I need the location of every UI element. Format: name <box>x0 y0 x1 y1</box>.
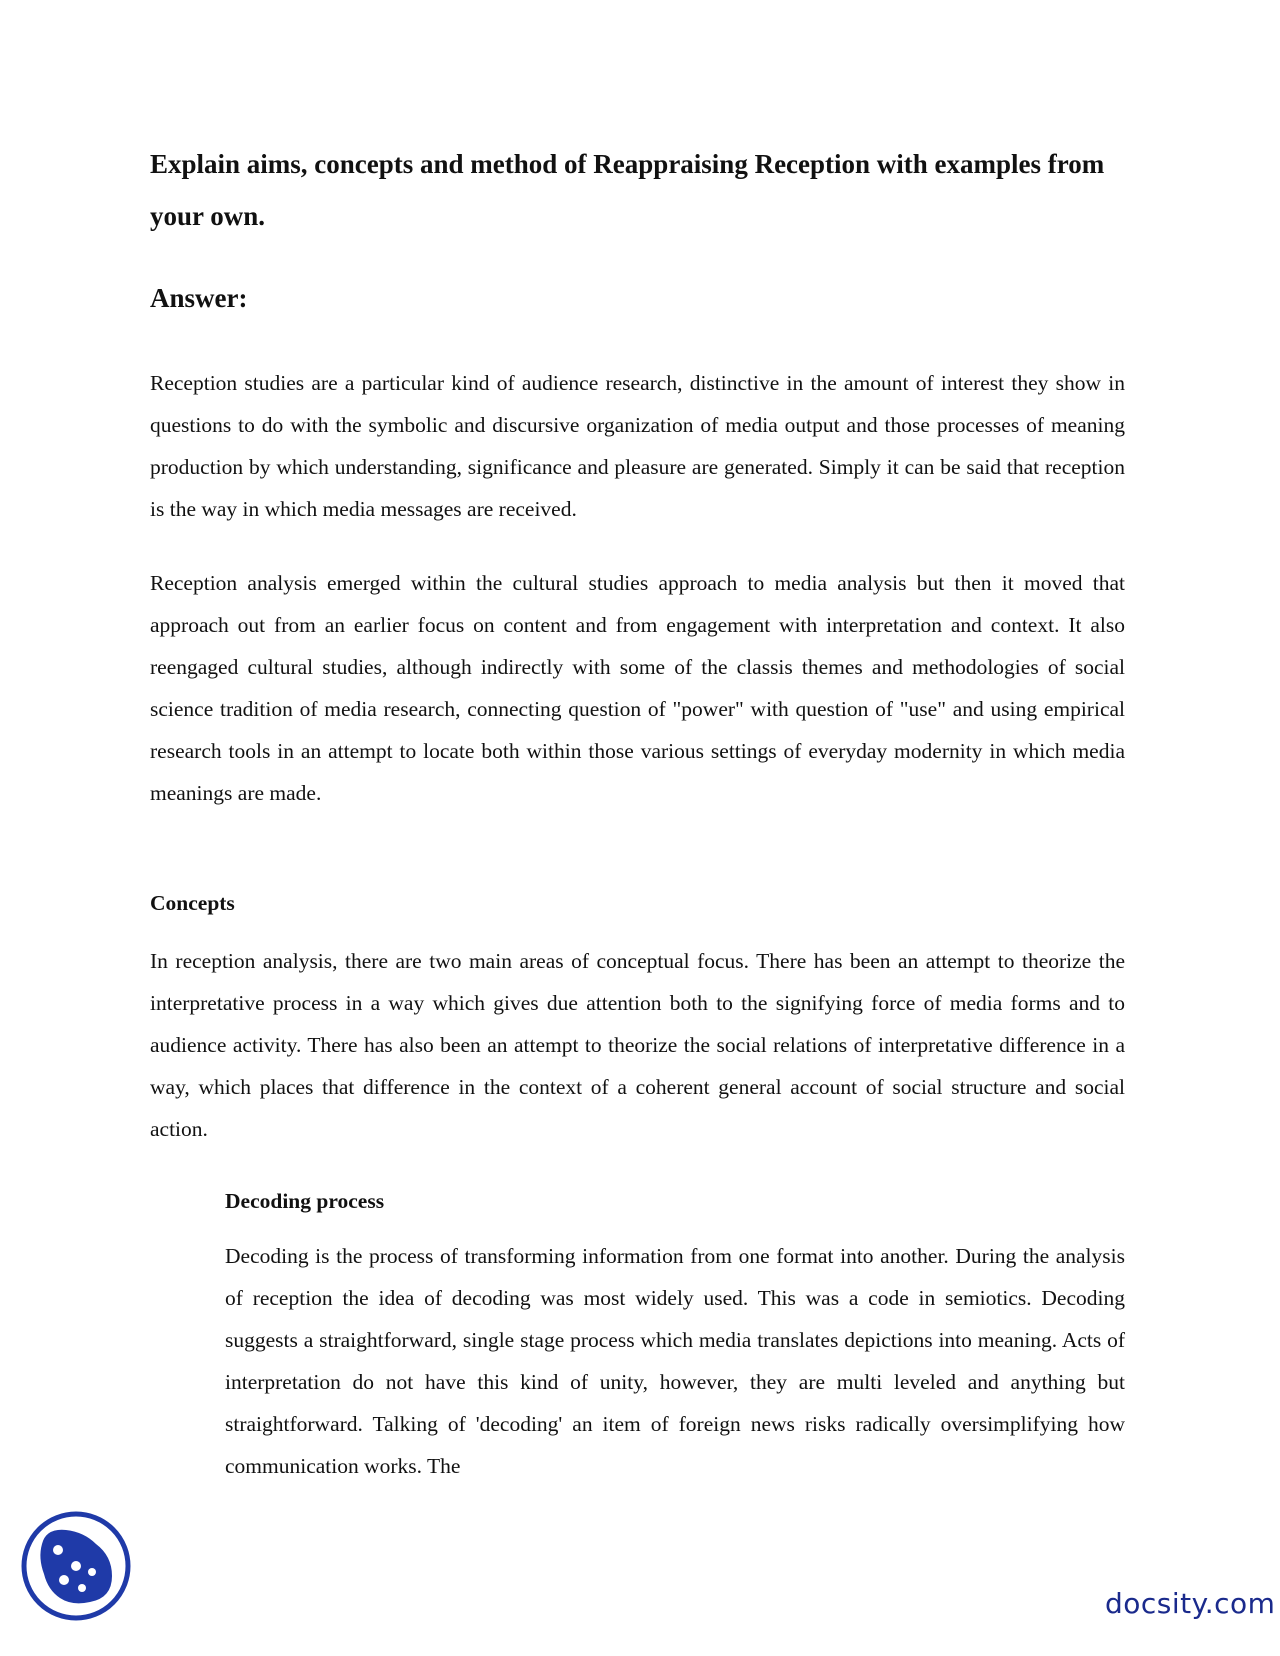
paragraph-reception-analysis: Reception analysis emerged within the cultural studies approach to media analysis but then it moved that approach out from an earlier focus on content and from engagement with interpretation and context. It also reengaged cultural studies, although indirectly with some of the classis themes and methodologies of social science tradition of media research, connecting question of "power" with question of "use" and using empirical research tools in an attempt to locate both within those various settings of everyday modernity in which media meanings are made. <box>150 571 1125 805</box>
paragraph-decoding: Decoding is the process of transforming information from one format into another. During the analysis of reception the idea of decoding was most widely used. This was a code in semiotics. Decoding suggests a straightforward, single stage process which media translates depictions into meaning. Acts of interpretation do not have this kind of unity, however, they are multi leveled and anything but straightforward. Talking of 'decoding' an item of foreign news risks radically oversimplifying how communication works. The <box>225 1244 1125 1478</box>
decoding-heading: Decoding process <box>225 1189 385 1213</box>
answer-heading: Answer: <box>150 283 248 313</box>
paragraph-reception-studies: Reception studies are a particular kind of audience research, distinctive in the amount of interest they show in questions to do with the symbolic and discursive organization of media output and those processes of meaning production by which understanding, significance and pleasure are generated. Simply it can be said that reception is the way in which media messages are received. <box>150 371 1125 521</box>
docsity-logo-icon[interactable] <box>20 1510 132 1622</box>
paragraph-concepts: In reception analysis, there are two main areas of conceptual focus. There has been an attempt to theorize the interpretative process in a way which gives due attention both to the signifying force of media forms and to audience activity. There has also been an attempt to theorize the social relations of interpretative difference in a way, which places that difference in the context of a coherent general account of social structure and social action. <box>150 949 1125 1141</box>
docsity-brand-link[interactable]: docsity.com <box>1105 1587 1276 1620</box>
concepts-heading: Concepts <box>150 891 235 915</box>
document-title: Explain aims, concepts and method of Reappraising Reception with examples from your own. <box>150 149 1105 231</box>
